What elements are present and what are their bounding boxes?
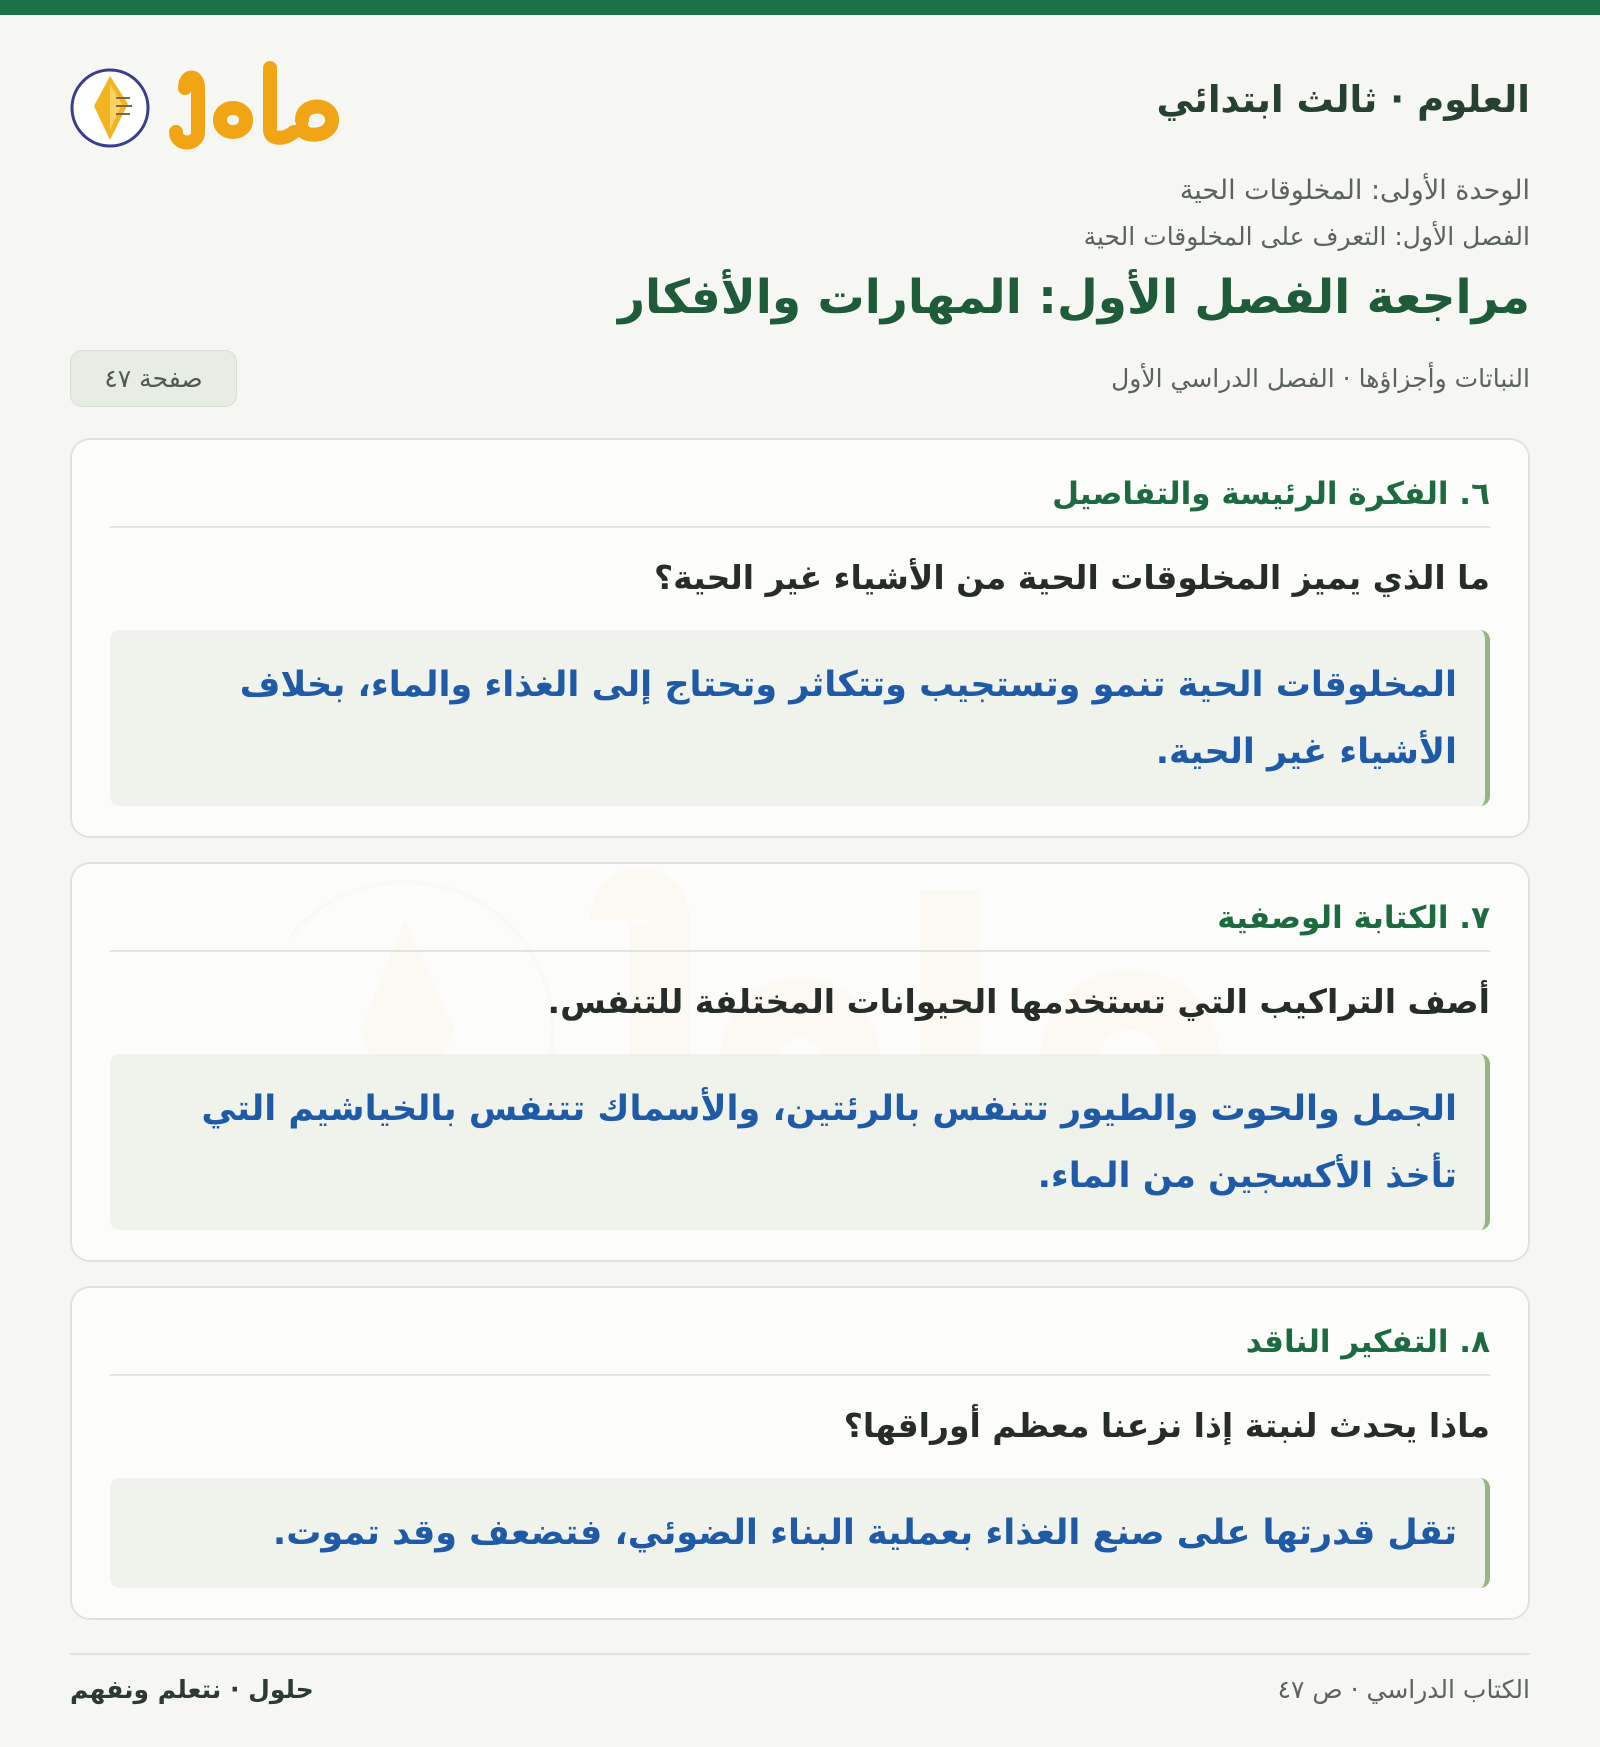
subject-title: العلوم · ثالث ابتدائي	[1156, 78, 1530, 121]
card-heading: ٦. الفكرة الرئيسة والتفاصيل	[110, 476, 1490, 528]
answer-box: المخلوقات الحية تنمو وتستجيب وتتكاثر وتحتاج إلى الغذاء والماء، بخلاف الأشياء غير الحية.	[110, 630, 1490, 806]
topic-subtitle: النباتات وأجزاؤها · الفصل الدراسي الأول	[1111, 364, 1530, 393]
question-card	[70, 438, 1530, 838]
question-text: ماذا يحدث لنبتة إذا نزعنا معظم أوراقها؟	[843, 1406, 1490, 1445]
footer-source: الكتاب الدراسي · ص ٤٧	[1277, 1675, 1530, 1704]
brand-logo-icon	[70, 48, 340, 158]
answer-box: تقل قدرتها على صنع الغذاء بعملية البناء الضوئي، فتضعف وقد تموت.	[110, 1478, 1490, 1588]
top-accent-bar	[0, 0, 1600, 15]
page-title: مراجعة الفصل الأول: المهارات والأفكار	[617, 270, 1530, 325]
footer-brand: حلول · نتعلم ونفهم	[70, 1675, 314, 1704]
card-heading: ٧. الكتابة الوصفية	[110, 900, 1490, 952]
card-heading: ٨. التفكير الناقد	[110, 1324, 1490, 1376]
unit-breadcrumb: الوحدة الأولى: المخلوقات الحية	[1179, 175, 1530, 206]
question-text: أصف التراكيب التي تستخدمها الحيوانات المختلفة للتنفس.	[547, 982, 1490, 1021]
page-number-badge: صفحة ٤٧	[70, 350, 237, 407]
question-text: ما الذي يميز المخلوقات الحية من الأشياء غير الحية؟	[653, 558, 1490, 597]
chapter-breadcrumb: الفصل الأول: التعرف على المخلوقات الحية	[1083, 222, 1530, 251]
page-header	[70, 48, 1530, 158]
footer-divider	[70, 1653, 1530, 1655]
question-card	[70, 1286, 1530, 1620]
question-card	[70, 862, 1530, 1262]
answer-box: الجمل والحوت والطيور تتنفس بالرئتين، والأسماك تتنفس بالخياشيم التي تأخذ الأكسجين من الماء.	[110, 1054, 1490, 1230]
